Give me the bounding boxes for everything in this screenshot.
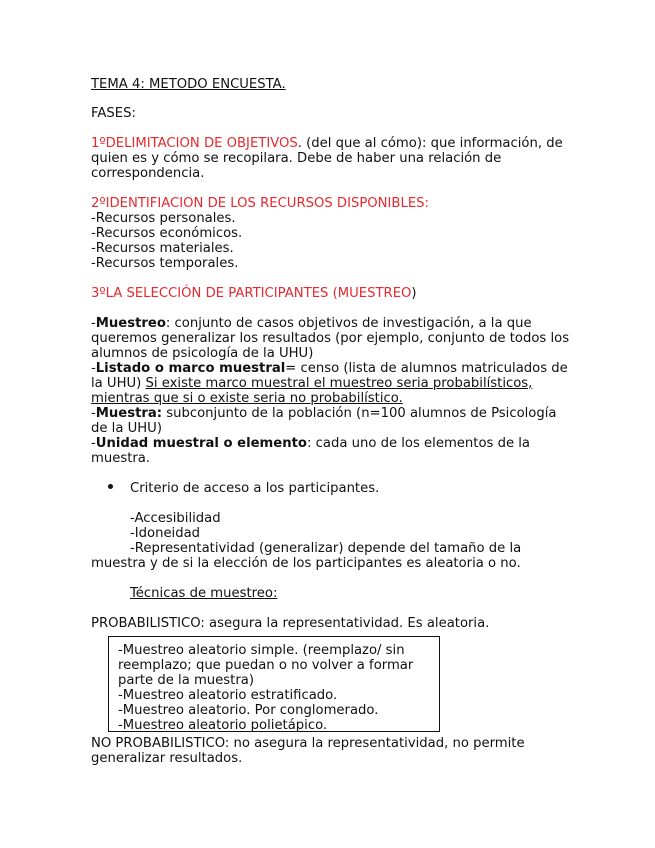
fase3-label-end: ) bbox=[411, 286, 417, 301]
fase2-label: 2ºIDENTIFIACION DE LOS RECURSOS DISPONIBLES: bbox=[91, 196, 429, 211]
def-unidad-text: : cada uno de los elementos de la bbox=[307, 436, 530, 451]
fase1-label: 1ºDELIMITACION DE OBJETIVOS bbox=[91, 136, 298, 151]
dash: - bbox=[91, 316, 96, 331]
def-listado-underlined: Si existe marco muestral el muestreo seria probabilísticos, bbox=[145, 376, 533, 391]
criterio-item: -Representatividad (generalizar) depende del tamaño de la bbox=[130, 541, 522, 556]
def-muestra-line2: de la UHU) bbox=[91, 421, 162, 436]
fase3-heading bbox=[91, 286, 417, 301]
box-line: -Muestreo aleatorio estratificado. bbox=[118, 688, 338, 703]
dash: - bbox=[91, 406, 96, 421]
criterio-continuation: muestra y de si la elección de los participantes es aleatoria o no. bbox=[91, 556, 521, 571]
def-listado-line2 bbox=[91, 376, 532, 391]
def-listado-line1 bbox=[91, 361, 568, 376]
box-line: -Muestreo aleatorio simple. (reemplazo/ sin bbox=[118, 643, 405, 658]
fase1-line3: correspondencia. bbox=[91, 166, 205, 181]
def-muestreo-text: : conjunto de casos objetivos de investigación, a la que bbox=[165, 316, 532, 331]
probabilistico-text: PROBABILISTICO: asegura la representatividad. Es aleatoria. bbox=[91, 616, 490, 631]
fase2-item: -Recursos temporales. bbox=[91, 256, 239, 271]
def-unidad-line1 bbox=[91, 436, 530, 451]
def-listado-text: = censo (lista de alumnos matriculados de bbox=[285, 361, 568, 376]
def-muestra-text: subconjunto de la población (n=100 alumnos de Psicología bbox=[162, 406, 557, 421]
term-unidad: Unidad muestral o elemento bbox=[95, 436, 307, 451]
fases-heading: FASES: bbox=[91, 106, 136, 121]
box-line: parte de la muestra) bbox=[118, 673, 254, 688]
fase1-text: . (del que al cómo): que información, de bbox=[297, 136, 563, 151]
tecnicas-heading: Técnicas de muestreo: bbox=[130, 586, 278, 601]
fase2-item: -Recursos personales. bbox=[91, 211, 236, 226]
bullet-icon bbox=[108, 484, 113, 489]
criterio-item: -Idoneidad bbox=[130, 526, 201, 541]
def-unidad-line2: muestra. bbox=[91, 451, 151, 466]
def-muestreo-line3: alumnos de psicología de la UHU) bbox=[91, 346, 314, 361]
no-probabilistico-line2: generalizar resultados. bbox=[91, 751, 243, 766]
criterio-bullet: Criterio de acceso a los participantes. bbox=[130, 481, 380, 496]
dash: - bbox=[91, 361, 96, 376]
box-line: -Muestreo aleatorio. Por conglomerado. bbox=[118, 703, 379, 718]
def-muestreo-line1 bbox=[91, 316, 532, 331]
criterio-item: -Accesibilidad bbox=[130, 511, 221, 526]
def-muestreo-line2: queremos generalizar los resultados (por ejemplo, conjunto de todos los bbox=[91, 331, 570, 346]
dash: - bbox=[91, 436, 96, 451]
box-line: -Muestreo aleatorio polietápico. bbox=[118, 718, 328, 733]
term-muestra: Muestra: bbox=[95, 406, 163, 421]
def-listado-line3: mientras que si o existe seria no probabilístico. bbox=[91, 391, 403, 406]
box-line: reemplazo; que puedan o no volver a formar bbox=[118, 658, 414, 673]
fase2-item: -Recursos económicos. bbox=[91, 226, 243, 241]
def-listado-text: la UHU) bbox=[91, 376, 146, 391]
fase2-item: -Recursos materiales. bbox=[91, 241, 234, 256]
term-listado: Listado o marco muestral bbox=[95, 361, 286, 376]
def-muestra-line1 bbox=[91, 406, 557, 421]
term-muestreo: Muestreo bbox=[95, 316, 166, 331]
fase1-line1 bbox=[91, 136, 563, 151]
no-probabilistico-line1: NO PROBABILISTICO: no asegura la representatividad, no permite bbox=[91, 736, 525, 751]
fase1-line2: quien es y cómo se recopilara. Debe de haber una relación de bbox=[91, 151, 502, 166]
fase3-label: 3ºLA SELECCIÓN DE PARTICIPANTES (MUESTREO bbox=[91, 286, 412, 301]
document-title: TEMA 4: METODO ENCUESTA. bbox=[91, 77, 286, 92]
